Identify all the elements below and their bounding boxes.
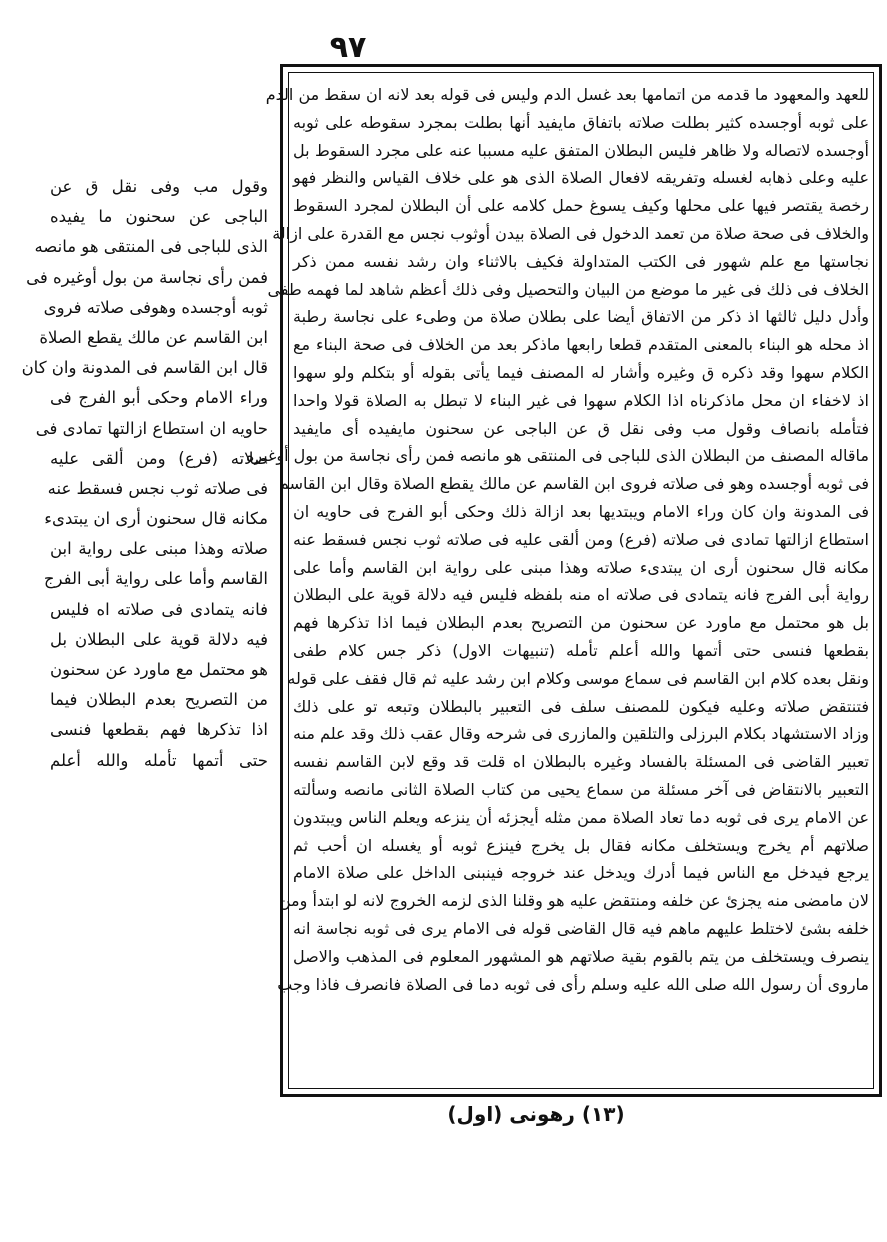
- main-text-line: وزاد الاستشهاد بكلام البرزلى والتلقين والمازرى فى شرحه وقال عقب ذلك وقد علم منه: [293, 724, 869, 744]
- main-text-line: فتنتقض صلاته وعليه فيكون للمصنف سلف فى التعبير بالبطلان وتبعه تو على ذلك: [293, 696, 869, 716]
- main-text-line: على ثوبه أوجسده كثير بطلت صلاته باتفاق مايفيد أنها بطلت بمجرد سقوطه على ثوبه: [293, 112, 869, 132]
- main-text-line: صلاتهم أم يخرج ويستخلف مكانه فقال بل يخرج فينزع ثوبه أو يغسله ان أحب ثم: [293, 835, 869, 855]
- margin-note-line: ثوبه أوجسده وهوفى صلاته فروى: [43, 297, 268, 317]
- margin-note-line: فانه يتمادى فى صلاته اه فليس: [50, 599, 268, 619]
- main-text-line: فى المدونة وان كان وراء الامام ويبتديها بعد ازالة ذلك وحكى أبو الفرج فى حاويه ان: [293, 501, 869, 521]
- page-number: ٩٧: [329, 30, 367, 65]
- main-text-line: الخلاف فى ذلك فى غير ما موضع من البيان والتحصيل وفى ذلك أعظم شاهد لما فهمه طفى: [267, 279, 869, 299]
- margin-note-line: فى صلاته ثوب نجس فسقط عنه: [47, 478, 268, 498]
- margin-note-line: وقول مب وفى نقل ق عن: [50, 177, 268, 196]
- main-text-line: وأدل دليل ثالثها اذ ذكر من الاتفاق أيضا على بطلان صلاة من وطىء على نجاسة رطبة: [293, 307, 869, 327]
- main-text-line: اذ لاخفاء ان محل ماذكرناه اذا الكلام سهوا فى غير البناء لا تبطل به الصلاة قولا واحدا: [293, 390, 869, 410]
- main-text-line: والخلاف فى صحة صلاة من تعمد الدخول فى الصلاة بيدن أوثوب نجس مع القدرة على ازالة: [272, 223, 869, 243]
- main-text-line: الكلام سهوا وقد ذكره ق وغيره وأشار له المصنف فيما يأتى بقوله أو بتكلم ولو سهوا: [293, 362, 869, 382]
- main-text-line: فتأمله بانصاف وقول مب وفى نقل ق عن الباجى عن سحنون مايفيده أى مايفيد: [293, 418, 869, 438]
- margin-note-line: فيه دلالة قوية على البطلان بل: [50, 629, 268, 649]
- margin-note-line: حاويه ان استطاع ازالتها تمادى فى: [35, 418, 268, 438]
- main-text-line: لان مامضى منه يجزئ عن خلفه ومنتقض عليه هو وقلنا الذى لزمه الخروج لانه لو ابتدأ ومن: [278, 891, 869, 911]
- main-text-line: خلفه بشئ لاختلط عليهم ماهم فيه قال القاضى قوله فى الامام يرى فى ثوبه نجاسة انه: [293, 918, 869, 938]
- margin-note-line: صلاته وهذا مبنى على رواية ابن: [50, 539, 268, 559]
- margin-note-line: الباجى عن سحنون ما يفيده: [50, 207, 268, 227]
- margin-note-line: حتى أتمها تأمله والله أعلم: [50, 750, 268, 770]
- margin-note-line: اذا تذكرها فهم بقطعها فنسى: [50, 720, 268, 740]
- main-text-line: بقطعها فنسى حتى أتمها والله أعلم تأمله (تنبيهات الاول) ذكر جس كلام طفى: [293, 640, 869, 660]
- main-text-line: أوجسده لاتصاله ولا ظاهر فليس البطلان المتفق عليه مسببا عنه على مجرد السقوط بل: [293, 140, 869, 160]
- main-text-line: التعبير بالانتقاض فى آخر مسئلة من سماع يحيى من كتاب الصلاة الثانى مانصه وسألته: [293, 779, 869, 799]
- main-text-line: تعبير القاضى فى المسئلة بالفساد وغيره بالبطلان اه قلت قد وقع لابن القاسم نفسه: [293, 752, 869, 772]
- main-text-line: رخصة يقتصر فيها على محلها وكيف يسوغ حمل كلامه على أن البطلان لمجرد السقوط: [293, 196, 869, 216]
- margin-note-line: القاسم وأما على رواية أبى الفرج: [43, 569, 268, 589]
- main-text-block: [246, 81, 869, 998]
- main-text-line: يرجع فيدخل مع الناس فيما أدرك ويدخل عند خروجه فينبنى الداخل على صلاة الامام: [293, 863, 869, 883]
- main-text-line: ونقل بعده كلام ابن القاسم فى سماع موسى وكلام ابن رشد عليه ثم قال فقف على قوله: [287, 668, 869, 688]
- main-text-line: ماروى أن رسول الله صلى الله عليه وسلم رأى فى ثوبه دما فى الصلاة فانصرف فاذا وجب: [277, 974, 869, 994]
- margin-note: [21, 172, 268, 776]
- main-text-line: ماقاله المصنف من البطلان الذى للباجى فى المنتقى هو مانصه فمن رأى نجاسة من بول أوغيره: [246, 446, 869, 466]
- main-text-line: اذ محله هو البناء بالمعنى المتقدم قطعا رابعها ماذكر بعد من الخلاف فى صحة البناء مع: [293, 335, 869, 355]
- main-text-line: استطاع ازالتها تمادى فى صلاته (فرع) ومن ألقى عليه فى صلاته ثوب نجس فسقط عنه: [293, 529, 869, 549]
- text-frame: [246, 72, 874, 1089]
- main-text-line: نجاستها مع علم شهور فى الكتب المتداولة فكيف بالاثناء وان رشد نفسه ممن ذكر: [293, 251, 869, 271]
- main-text-line: للعهد والمعهود ما قدمه من اتمامها بعد غسل الدم وليس فى قوله بعد لانه ان سقط من الدم: [265, 85, 869, 104]
- main-text-line: فى ثوبه أوجسده وهو فى صلاته فروى ابن القاسم عن مالك يقطع الصلاة وقال ابن القاسم: [278, 474, 869, 494]
- main-text-line: ينصرف ويستخلف من يتم بالقوم بقية صلاتهم هو المشهور المعلوم فى المذهب والاصل: [293, 946, 869, 966]
- margin-note-line: الذى للباجى فى المنتقى هو مانصه: [34, 237, 268, 257]
- margin-note-line: فمن رأى نجاسة من بول أوغيره فى: [26, 267, 268, 287]
- signature-mark: (١٣) رهونی (اول): [447, 1102, 625, 1126]
- main-text-line: مكانه قال سحنون أرى ان يبتدىء صلاته وهذا مبنى على رواية ابن القاسم وأما على: [293, 557, 869, 577]
- main-text-line: عن الامام يرى فى ثوبه دما تعاد الصلاة ممن مثله أيجزئه أن ينزعه ويعلم الناس ويبتدون: [293, 807, 869, 827]
- margin-note-line: صلاته (فرع) ومن ألقى عليه: [50, 448, 268, 468]
- margin-note-line: ابن القاسم عن مالك يقطع الصلاة: [39, 327, 268, 347]
- main-text-line: رواية أبى الفرج فانه يتمادى فى صلاته اه منه بلفظه فليس فيه دلالة قوية على البطلان: [293, 585, 869, 605]
- main-text-line: عليه وعلى ذهابه لغسله وتفريقه لافعال الصلاة الذى هو على خلاف القياس والنظر فهو: [293, 168, 869, 188]
- margin-note-line: مكانه قال سحنون أرى ان يبتدىء: [44, 509, 268, 529]
- margin-note-line: هو محتمل مع ماورد عن سحنون: [50, 660, 268, 679]
- margin-note-line: وراء الامام وحكى أبو الفرج فى: [50, 388, 268, 408]
- main-text-line: بل هو محتمل مع ماورد عن سحنون من التصريح بعدم البطلان فيما اذا تذكرها فهم: [293, 613, 869, 633]
- margin-note-line: من التصريح بعدم البطلان فيما: [50, 690, 268, 710]
- margin-note-line: قال ابن القاسم فى المدونة وان كان: [21, 358, 268, 378]
